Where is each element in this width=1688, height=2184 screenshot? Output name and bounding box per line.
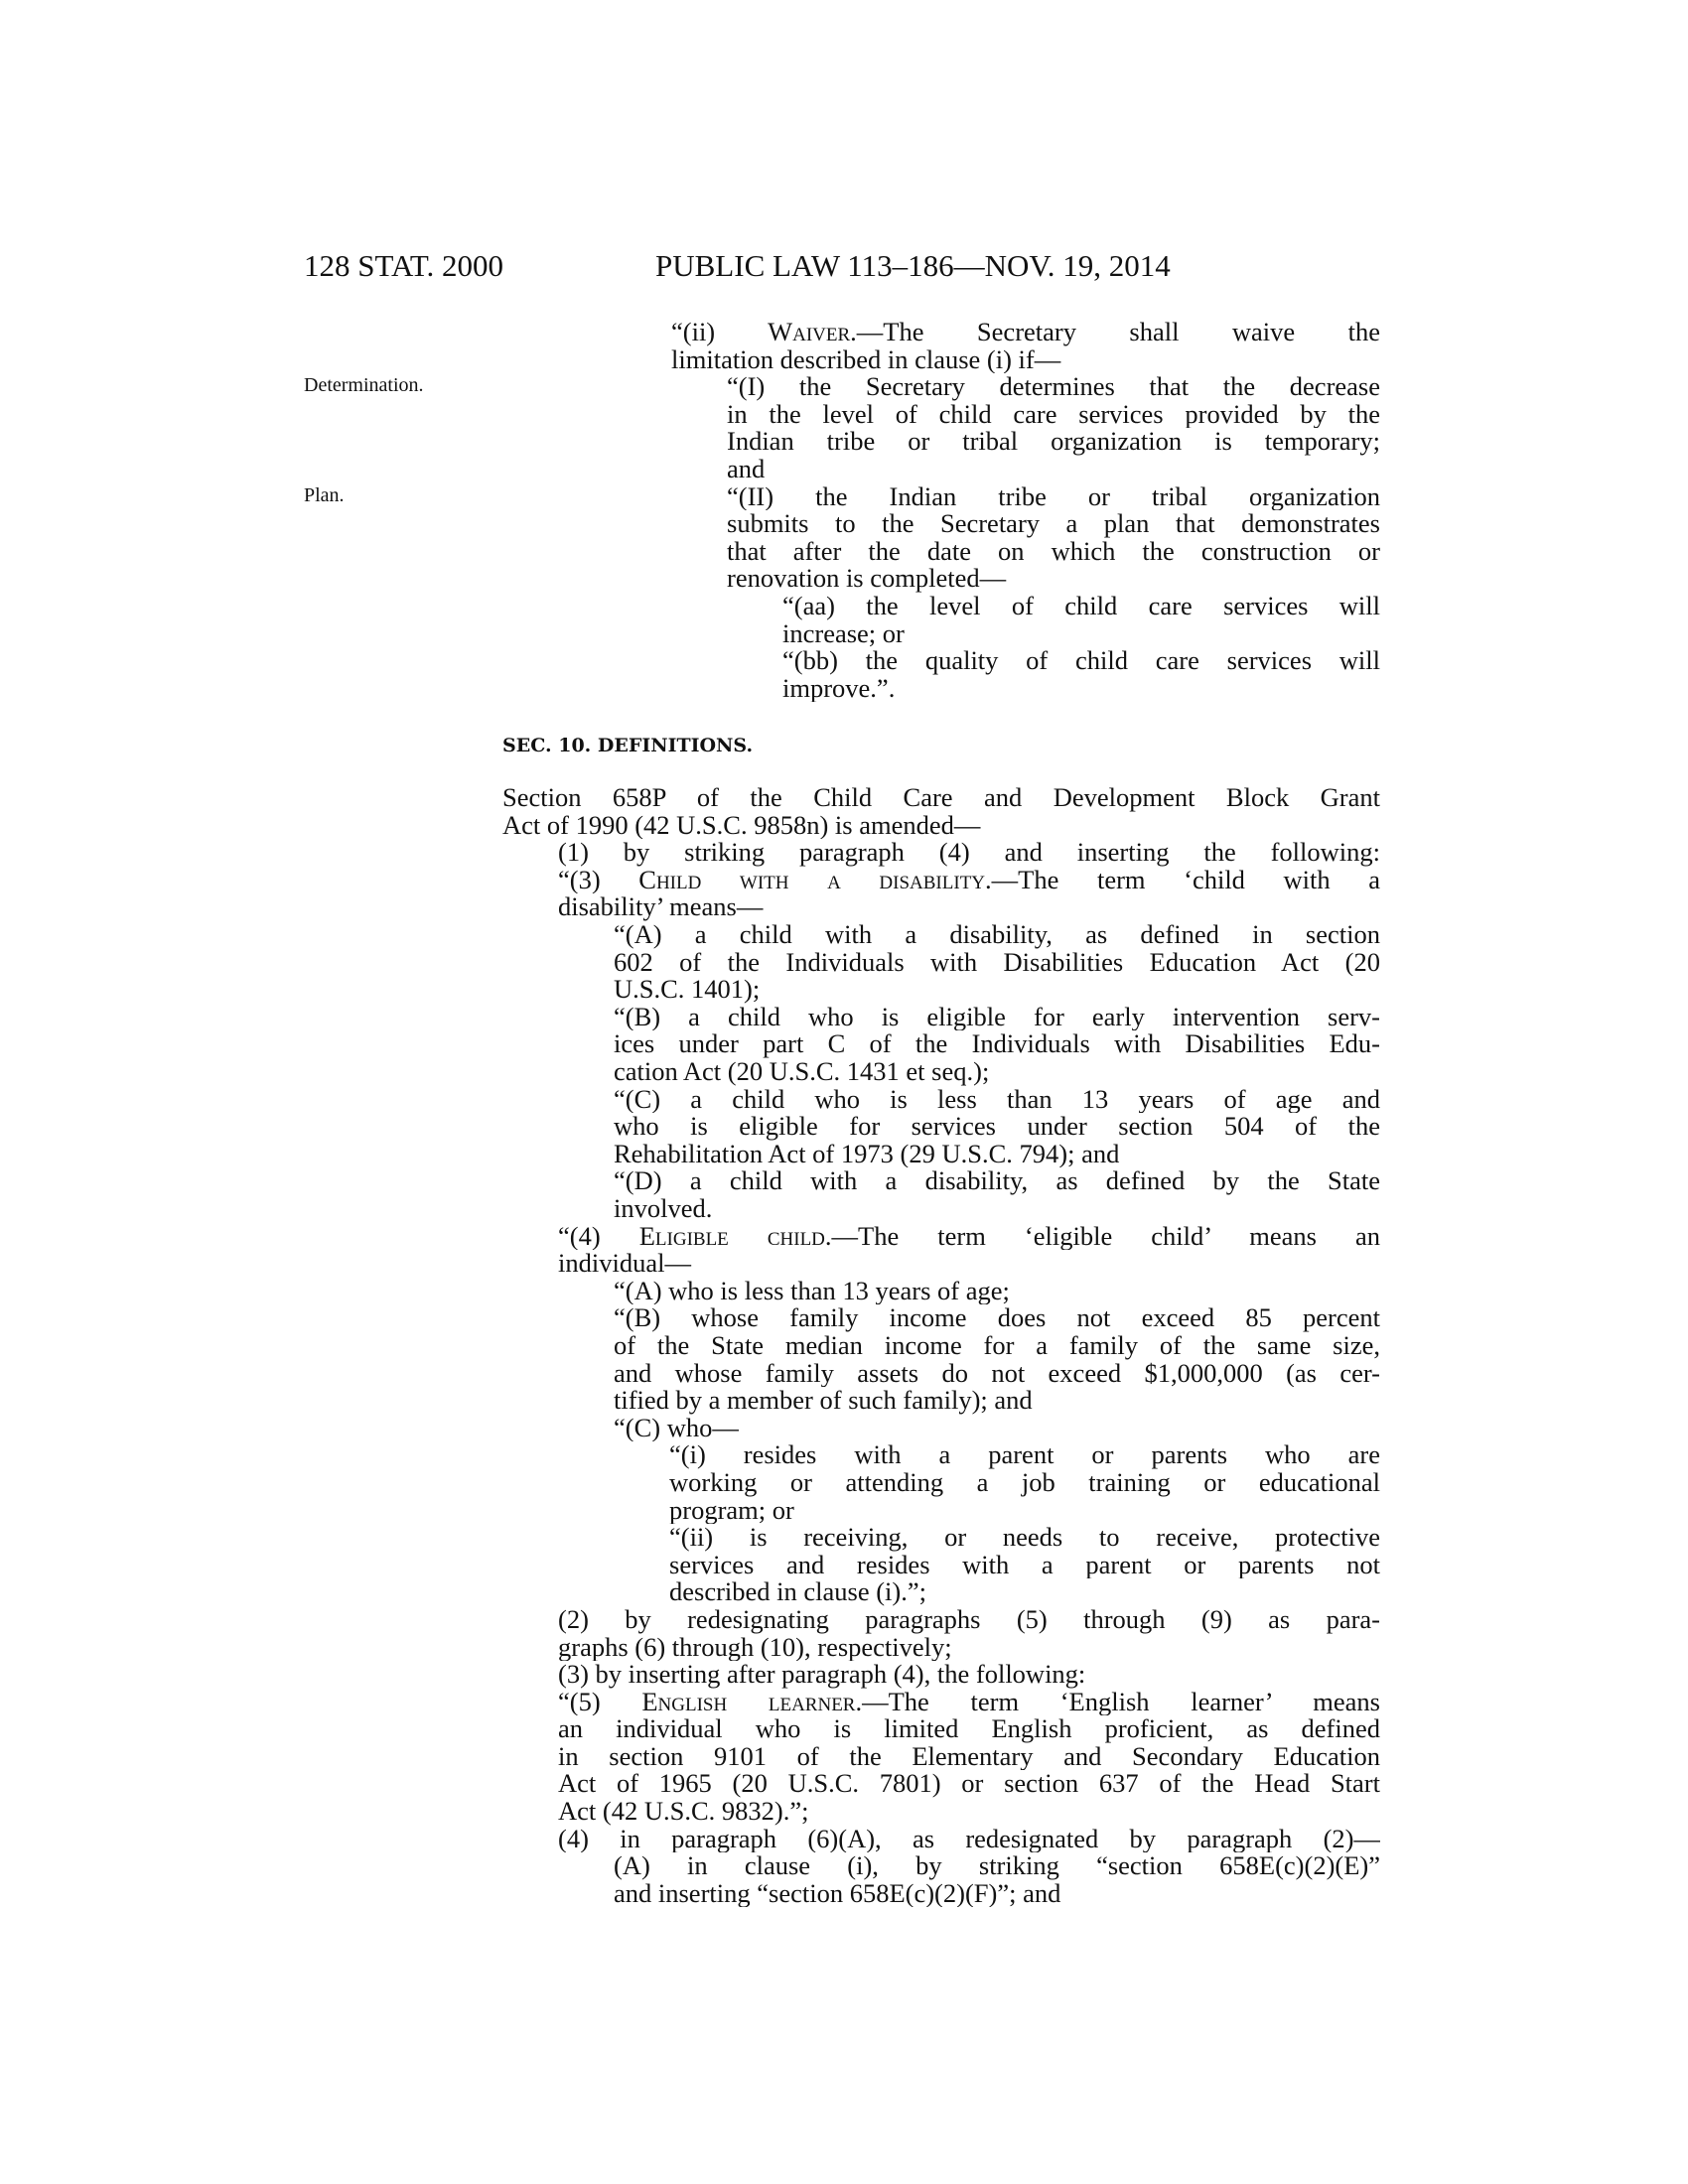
text-line [669, 1578, 1380, 1606]
text-line-content: “(I) the Secretary determines that the decrease [727, 373, 1380, 401]
text-line-content: (3) by inserting after paragraph (4), the following: [558, 1661, 1086, 1689]
text-line [727, 373, 1380, 401]
margin-note-plan: Plan. [304, 484, 345, 506]
text-line-content: services and resides with a parent or parents not [669, 1551, 1380, 1579]
text-line [614, 1030, 1380, 1058]
text-line-content: disability’ means— [558, 893, 764, 922]
text-line-content: Act of 1965 (20 U.S.C. 7801) or section 637 of the Head Start [558, 1770, 1380, 1799]
text-line-content: involved. [614, 1195, 713, 1223]
text-line-content: of the State median income for a family of the same size, [614, 1331, 1380, 1360]
text-line-content: “(A) a child with a disability, as defined in section [614, 921, 1380, 949]
text-line [614, 1880, 1380, 1908]
text-line-content: individual— [558, 1250, 691, 1278]
text-line [558, 1661, 1380, 1689]
text-line-content: “(bb) the quality of child care services will [782, 647, 1380, 675]
text-line [502, 757, 1380, 785]
text-line [614, 1086, 1380, 1114]
text-line-content: graphs (6) through (10), respectively; [558, 1633, 952, 1662]
margin-note-determination: Determination. [304, 374, 424, 396]
text-line [502, 812, 1380, 840]
text-line [614, 1332, 1380, 1360]
running-title: PUBLIC LAW 113–186—NOV. 19, 2014 [655, 248, 1171, 283]
text-line [558, 867, 1380, 894]
text-line [671, 319, 1380, 346]
text-line [614, 1387, 1380, 1415]
text-line-content: “(II) the Indian tribe or tribal organization [727, 482, 1380, 511]
text-line [614, 1852, 1380, 1880]
text-line [502, 784, 1380, 812]
text-line [782, 620, 1380, 648]
text-line-content: described in clause (i).”; [669, 1578, 926, 1606]
text-line [502, 702, 1380, 730]
text-line [669, 1524, 1380, 1552]
text-line-content: and whose family assets do not exceed $1,000,000 (as cer- [614, 1359, 1380, 1388]
section-heading [502, 730, 1380, 757]
text-line-content: Act of 1990 (42 U.S.C. 9858n) is amended— [502, 811, 981, 840]
text-line-content: (2) by redesignating paragraphs (5) through (9) as para- [558, 1605, 1380, 1634]
text-line [614, 976, 1380, 1004]
text-line [614, 1195, 1380, 1223]
text-line [727, 483, 1380, 511]
text-line [558, 1223, 1380, 1251]
text-line [558, 893, 1380, 921]
text-line [614, 1278, 1380, 1305]
text-line [558, 1826, 1380, 1853]
text-line-content: “(5) E [558, 1688, 658, 1716]
text-line-rest: .—The Secretary shall waive the [850, 319, 1380, 346]
text-line-content: improve.”. [782, 674, 896, 703]
text-line [614, 1360, 1380, 1388]
text-line-content: who is eligible for services under section 504 of the [614, 1113, 1380, 1141]
small-caps-term: hild with a disability [655, 866, 986, 894]
text-line-content: working or attending a job training or educational [669, 1468, 1380, 1497]
text-line-rest: .—The term ‘eligible child’ means an [824, 1222, 1380, 1251]
text-line-content: “(C) a child who is less than 13 years of age and [614, 1085, 1380, 1114]
text-line-content: an individual who is limited English proficient, as defined [558, 1715, 1380, 1743]
text-line-content: “(A) who is less than 13 years of age; [614, 1277, 1010, 1305]
text-line [558, 839, 1380, 867]
text-line-content: “(D) a child with a disability, as defined by the State [614, 1167, 1380, 1195]
text-line [558, 1634, 1380, 1662]
text-line-content: “(C) who— [614, 1414, 739, 1442]
text-line [669, 1497, 1380, 1525]
text-line-content: Rehabilitation Act of 1973 (29 U.S.C. 794); and [614, 1140, 1120, 1168]
text-line-content: Section 658P of the Child Care and Development Block Grant [502, 784, 1380, 812]
text-line-content: “(ii) is receiving, or needs to receive, protective [669, 1524, 1380, 1552]
body-text [502, 319, 1380, 1907]
text-line [782, 647, 1380, 675]
text-line [669, 1441, 1380, 1469]
text-line-content: limitation described in clause (i) if— [671, 345, 1061, 374]
statute-page-number: 128 STAT. 2000 [304, 248, 504, 283]
text-line [727, 401, 1380, 429]
text-line [671, 346, 1380, 374]
text-line-content: “(i) resides with a parent or parents who are [669, 1441, 1380, 1469]
small-caps-term: aiver [792, 319, 851, 346]
text-line-content: cation Act (20 U.S.C. 1431 et seq.); [614, 1058, 990, 1086]
text-line [614, 1304, 1380, 1332]
text-line [782, 593, 1380, 620]
text-line [614, 949, 1380, 977]
text-line-content: (1) by striking paragraph (4) and inserting the following: [558, 839, 1380, 867]
text-line-content: 602 of the Individuals with Disabilities Education Act (20 [614, 948, 1380, 977]
small-caps-term: ligible child [654, 1222, 825, 1251]
text-line [727, 456, 1380, 483]
text-line-content: in the level of child care services provided by the [727, 400, 1380, 429]
text-line-rest: .—The term ‘child with a [985, 866, 1380, 894]
text-line [614, 921, 1380, 949]
text-line [558, 1715, 1380, 1743]
text-line [727, 565, 1380, 593]
text-line-content: U.S.C. 1401); [614, 976, 761, 1004]
text-line [558, 1798, 1380, 1826]
text-line-content: and inserting “section 658E(c)(2)(F)”; and [614, 1879, 1061, 1908]
small-caps-term: nglish learner [657, 1688, 856, 1716]
text-line-content: program; or [669, 1496, 794, 1525]
text-line-content: “(B) a child who is eligible for early intervention serv- [614, 1003, 1380, 1031]
text-line-content: “(B) whose family income does not exceed 85 percent [614, 1304, 1380, 1332]
text-line [558, 1743, 1380, 1771]
text-line-content: “(4) E [558, 1222, 655, 1251]
text-line-content: (4) in paragraph (6)(A), as redesignated by paragraph (2)— [558, 1825, 1380, 1853]
text-line [558, 1250, 1380, 1278]
text-line-content: increase; or [782, 619, 905, 648]
text-line-content: and [727, 455, 766, 483]
text-line [727, 538, 1380, 566]
text-line-content: (A) in clause (i), by striking “section 658E(c)(2)(E)” [614, 1852, 1380, 1880]
text-line [782, 675, 1380, 703]
text-line [614, 1167, 1380, 1195]
text-line [558, 1770, 1380, 1798]
text-line-content: renovation is completed— [727, 565, 1007, 593]
text-line [558, 1606, 1380, 1634]
text-line-content: “(3) C [558, 866, 656, 894]
text-line [558, 1689, 1380, 1716]
text-line-content: that after the date on which the construction or [727, 537, 1380, 566]
text-line [727, 510, 1380, 538]
text-line [669, 1552, 1380, 1579]
text-line-content: tified by a member of such family); and [614, 1387, 1033, 1415]
text-line [614, 1058, 1380, 1086]
text-line-content: in section 9101 of the Elementary and Secondary Education [558, 1742, 1380, 1771]
text-line-content: Indian tribe or tribal organization is temporary; [727, 428, 1380, 456]
text-line-content: submits to the Secretary a plan that demonstrates [727, 510, 1380, 538]
text-line [614, 1004, 1380, 1031]
text-line [614, 1113, 1380, 1141]
section-heading-text: SEC. 10. DEFINITIONS. [502, 734, 754, 756]
text-line-content: Act (42 U.S.C. 9832).”; [558, 1798, 809, 1826]
text-line-content: “(ii) W [671, 319, 793, 346]
text-line [614, 1415, 1380, 1442]
text-line [669, 1469, 1380, 1497]
text-line-content: ices under part C of the Individuals with Disabilities Edu- [614, 1030, 1380, 1059]
text-line [614, 1141, 1380, 1168]
text-line-content: “(aa) the level of child care services will [782, 592, 1380, 620]
text-line [727, 428, 1380, 456]
text-line-rest: .—The term ‘English learner’ means [855, 1688, 1380, 1716]
